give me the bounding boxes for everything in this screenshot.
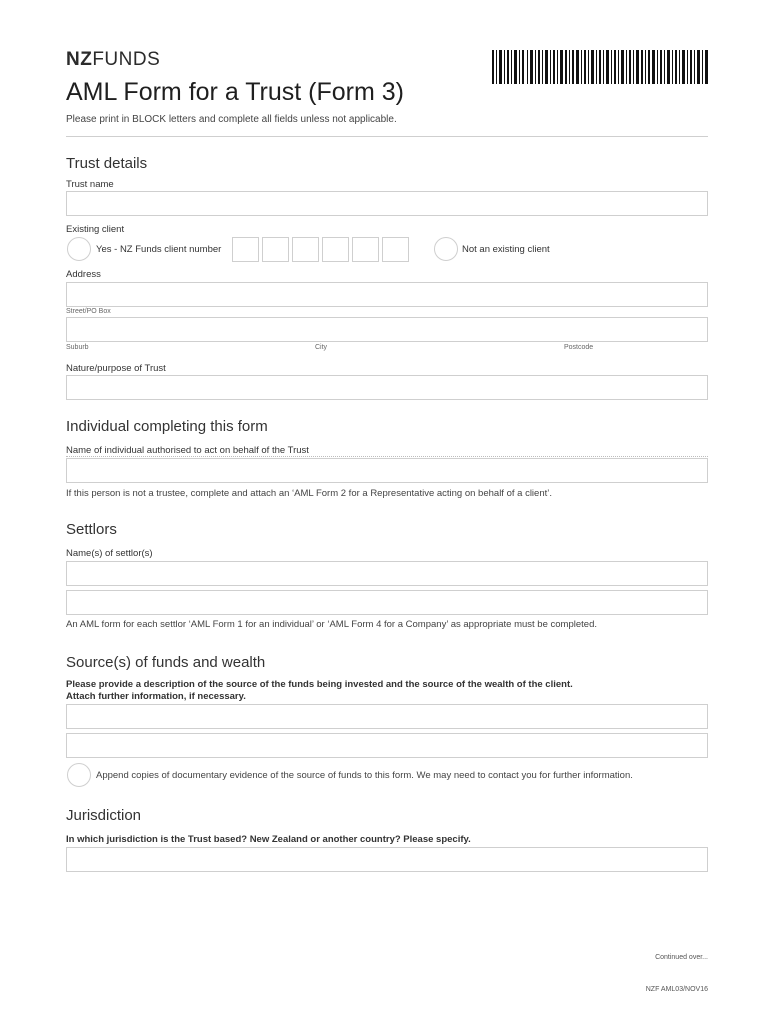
individual-name-input[interactable] <box>66 458 708 483</box>
section-heading-settlors: Settlors <box>66 521 117 538</box>
yes-existing-client-radio[interactable] <box>67 237 91 261</box>
sources-instruction-line-2: Attach further information, if necessary. <box>66 691 246 702</box>
street-input[interactable] <box>66 282 708 307</box>
postcode-label: Postcode <box>564 344 594 351</box>
client-number-digit-4[interactable] <box>322 237 349 262</box>
append-evidence-checkbox[interactable] <box>67 763 91 787</box>
section-heading-jurisdiction: Jurisdiction <box>66 807 142 824</box>
suburb-city-postcode-input[interactable] <box>66 317 708 342</box>
street-label: Street/PO Box <box>66 308 111 315</box>
jurisdiction-input[interactable] <box>66 847 708 872</box>
settlor-aml-note: An AML form for each settlor ‘AML Form 1 for an individual’ or ‘AML Form 4 for a Company’ as appropriate must be completed. <box>66 619 597 630</box>
continued-over: Continued over... <box>655 954 708 961</box>
trust-name-input[interactable] <box>66 191 708 216</box>
append-evidence-label: Append copies of documentary evidence of the source of funds to this form. We may need to contact you for further information. <box>96 770 633 781</box>
city-label: City <box>315 344 328 351</box>
form-title: AML Form for a Trust (Form 3) <box>66 78 405 106</box>
not-existing-client-label: Not an existing client <box>462 244 550 255</box>
settlor-names-label: Name(s) of settlor(s) <box>66 548 153 559</box>
nature-purpose-label: Nature/purpose of Trust <box>66 363 166 374</box>
yes-existing-client-label: Yes - NZ Funds client number <box>96 244 222 255</box>
individual-name-underline <box>66 456 708 457</box>
address-label: Address <box>66 269 101 280</box>
client-number-digit-1[interactable] <box>232 237 259 262</box>
not-existing-client-radio[interactable] <box>434 237 458 261</box>
nature-purpose-input[interactable] <box>66 375 708 400</box>
settlor-name-input-2[interactable] <box>66 590 708 615</box>
client-number-digit-5[interactable] <box>352 237 379 262</box>
jurisdiction-question: In which jurisdiction is the Trust based? New Zealand or another country? Please specify. <box>66 834 471 845</box>
client-number-digit-2[interactable] <box>262 237 289 262</box>
nzfunds-logo: NZFUNDS <box>66 49 161 70</box>
form-code: NZF AML03/NOV16 <box>645 986 708 993</box>
suburb-label: Suburb <box>66 344 89 351</box>
sources-input-2[interactable] <box>66 733 708 758</box>
settlor-name-input-1[interactable] <box>66 561 708 586</box>
form-instructions: Please print in BLOCK letters and complete all fields unless not applicable. <box>66 114 397 125</box>
individual-name-label: Name of individual authorised to act on behalf of the Trust <box>66 445 309 456</box>
section-heading-sources: Source(s) of funds and wealth <box>66 654 266 671</box>
client-number-digit-6[interactable] <box>382 237 409 262</box>
section-heading-individual: Individual completing this form <box>66 418 268 435</box>
sources-instruction-line-1: Please provide a description of the source of the funds being invested and the source of the wealth of the client. <box>66 679 573 690</box>
existing-client-label: Existing client <box>66 224 125 235</box>
sources-input-1[interactable] <box>66 704 708 729</box>
trust-name-label: Trust name <box>66 179 114 190</box>
representative-note: If this person is not a trustee, complete and attach an ‘AML Form 2 for a Representative acting on behalf of a client’. <box>66 488 552 499</box>
section-heading-trust-details: Trust details <box>66 155 148 172</box>
barcode <box>492 50 708 84</box>
header-divider <box>66 136 708 137</box>
client-number-digit-3[interactable] <box>292 237 319 262</box>
